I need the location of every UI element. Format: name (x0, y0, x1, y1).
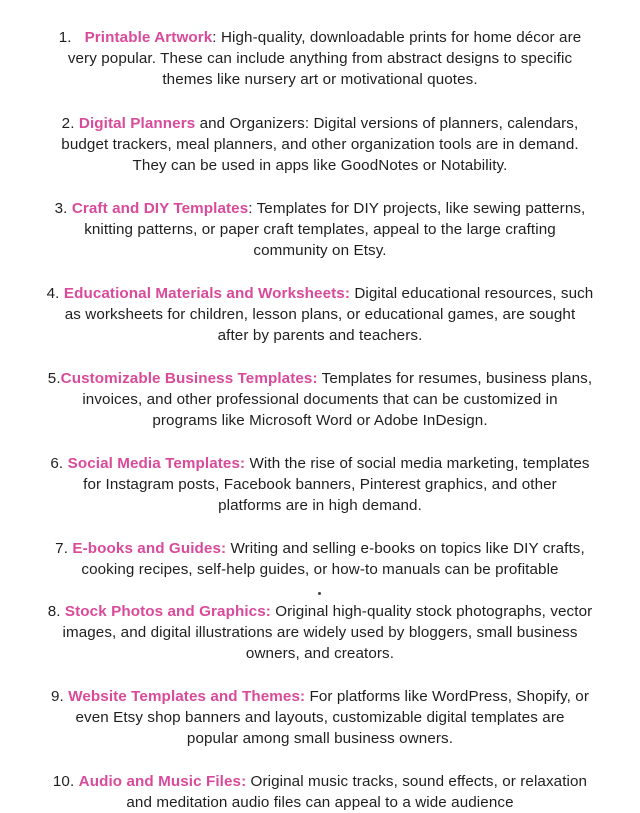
item-title: Printable Artwork (84, 29, 213, 46)
list-item-7 (8, 538, 632, 580)
item-number: 2. (61, 115, 75, 132)
list-item-9 (8, 686, 632, 749)
item-text-line-3: platforms are in high demand. (218, 497, 422, 514)
item-text-line-2: images, and digital illustrations are widely used by bloggers, small business (62, 624, 578, 641)
item-title: Craft and DIY Templates (71, 200, 249, 217)
item-text-line-2: invoices, and other professional documents that can be customized in (82, 391, 558, 408)
item-number: 1. (58, 29, 72, 46)
item-text-line-1: Templates for resumes, business plans, (317, 370, 593, 387)
item-text-line-2: for Instagram posts, Facebook banners, Pinterest graphics, and other (83, 476, 557, 493)
item-title: Stock Photos and Graphics: (64, 603, 271, 620)
item-text-line-1: Original music tracks, sound effects, or relaxation (246, 773, 588, 790)
item-text-line-3: programs like Microsoft Word or Adobe InDesign. (152, 412, 488, 429)
item-title: Customizable Business Templates: (60, 370, 318, 387)
list-item-6 (8, 453, 632, 516)
item-number: 9. (50, 688, 64, 705)
item-number: 10. (52, 773, 75, 790)
item-text-line-2: knitting patterns, or paper craft templates, appeal to the large crafting (84, 221, 556, 238)
list-item-4 (8, 283, 632, 346)
item-text-line-3: popular among small business owners. (186, 730, 454, 747)
list-item-8 (8, 601, 632, 664)
item-text-line-2: even Etsy shop banners and layouts, customizable digital templates are (75, 709, 565, 726)
item-title: Educational Materials and Worksheets: (63, 285, 350, 302)
item-text-line-1: Digital educational resources, such (350, 285, 594, 302)
item-text-line-1: Original high-quality stock photographs, vector (270, 603, 593, 620)
item-text-line-2: budget trackers, meal planners, and other organization tools are in demand. (61, 136, 579, 153)
item-title: Website Templates and Themes: (68, 688, 306, 705)
stray-dot (318, 592, 321, 595)
item-text-line-1: High-quality, downloadable prints for home décor are (216, 29, 582, 46)
list-item-3 (8, 198, 632, 261)
item-title: Social Media Templates: (67, 455, 246, 472)
item-text-line-2: cooking recipes, self-help guides, or how-to manuals can be profitable (81, 561, 559, 578)
list-item-10 (8, 771, 632, 813)
item-text-line-2: very popular. These can include anything from abstract designs to specific (67, 50, 573, 67)
item-text-line-3: after by parents and teachers. (217, 327, 423, 344)
item-text-line-1: : Templates for DIY projects, like sewing patterns, (248, 200, 586, 217)
item-text-line-3: owners, and creators. (245, 645, 395, 662)
item-separator: : (212, 29, 217, 46)
item-number: 7. (55, 540, 69, 557)
item-text-line-1: With the rise of social media marketing, templates (245, 455, 590, 472)
item-text-line-2: and meditation audio files can appeal to a wide audience (126, 794, 514, 811)
list-item-5 (8, 368, 632, 431)
item-number: 4. (46, 285, 60, 302)
item-text-line-1: Writing and selling e-books on topics like DIY crafts, (226, 540, 585, 557)
item-title: E-books and Guides: (72, 540, 227, 557)
item-title: Audio and Music Files: (78, 773, 247, 790)
item-text-line-1: For platforms like WordPress, Shopify, or (305, 688, 590, 705)
item-number: 3. (54, 200, 68, 217)
list-item-1 (8, 27, 632, 90)
item-text-line-3: themes like nursery art or motivational quotes. (162, 71, 478, 88)
list-item-2 (8, 113, 632, 176)
item-title: Digital Planners (78, 115, 196, 132)
item-text-line-3: They can be used in apps like GoodNotes or Notability. (132, 157, 508, 174)
item-number: 5. (47, 370, 61, 387)
item-number: 8. (47, 603, 61, 620)
item-text-line-3: community on Etsy. (253, 242, 387, 259)
item-text-line-1: and Organizers: Digital versions of planners, calendars, (195, 115, 579, 132)
item-text-line-2: as worksheets for children, lesson plans, or educational games, are sought (64, 306, 576, 323)
item-number: 6. (50, 455, 64, 472)
